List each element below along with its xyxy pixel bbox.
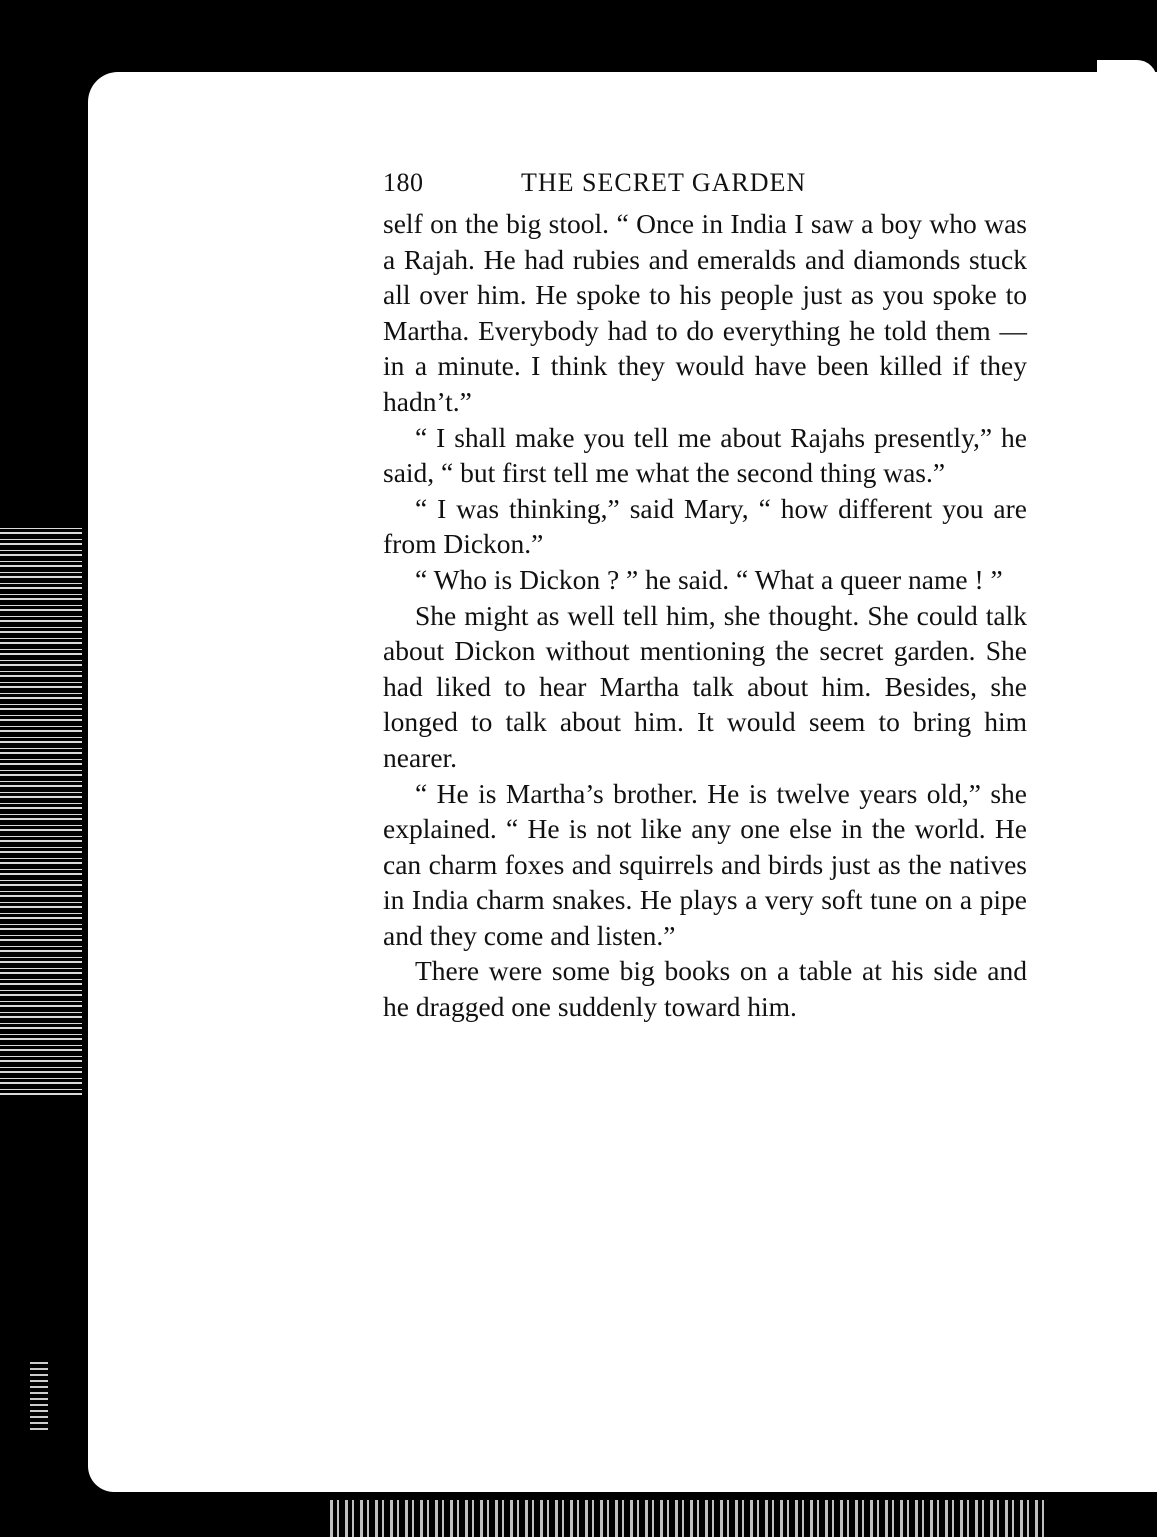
- bottom-edge-noise: [330, 1500, 1050, 1537]
- paragraph: “ He is Martha’s brother. He is twelve years old,” she explained. “ He is not like any one else in the world. He can charm foxes and squirrels and birds just as the natives in India charm snakes. He plays a very soft tune on a pipe and they come and listen.”: [383, 777, 1027, 951]
- page-number: 180: [383, 168, 424, 197]
- paragraph: “ I shall make you tell me about Rajahs presently,” he said, “ but first tell me what the second thing was.”: [383, 421, 1027, 489]
- paragraph: She might as well tell him, she thought. She could talk about Dickon without mentioning the secret garden. She had liked to hear Martha talk about him. Besides, she longed to talk about him. It would seem to bring him nearer.: [383, 599, 1027, 773]
- running-title: THE SECRET GARDEN: [521, 168, 807, 197]
- paragraph: “ Who is Dickon ? ” he said. “ What a queer name ! ”: [415, 563, 1003, 595]
- paragraph: self on the big stool. “ Once in India I saw a boy who was a Rajah. He had rubies and emeralds and diamonds stuck all over him. He spoke to his people just as you spoke to Martha. Everybody had to do everything he told them — in a minute. I think they would have been killed if they hadn’t.”: [383, 208, 1027, 417]
- paragraph: “ I was thinking,” said Mary, “ how different you are from Dickon.”: [383, 492, 1027, 560]
- paragraph: There were some big books on a table at his side and he dragged one suddenly toward him.: [383, 955, 1027, 1023]
- binding-edge-mark: [30, 1360, 48, 1430]
- running-head: [383, 168, 1027, 206]
- page-text: [383, 168, 1027, 1025]
- binding-edge-noise: [0, 525, 82, 1095]
